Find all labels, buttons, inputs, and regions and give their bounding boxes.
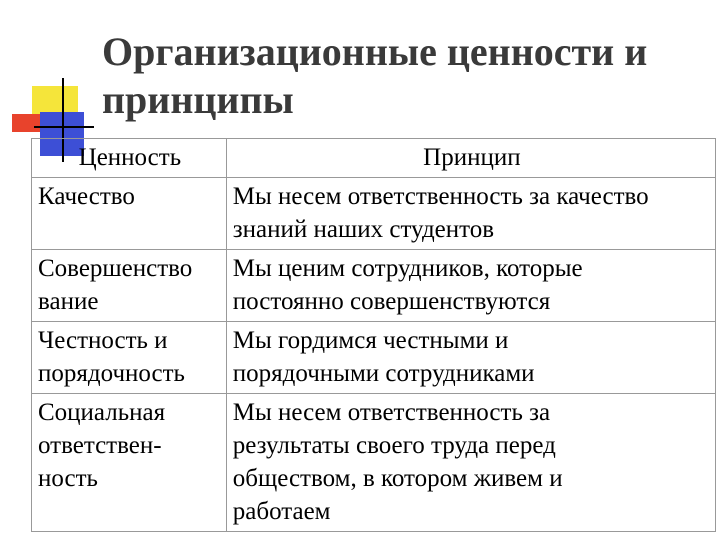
- slide-title-line-2: принципы: [102, 77, 294, 122]
- principle-cell-line: результаты своего труда перед: [232, 432, 556, 459]
- principle-cell: [226, 322, 715, 394]
- principle-cell-line: Мы ценим сотрудников, которые: [232, 255, 583, 282]
- values-principles-table: [31, 138, 716, 532]
- table-row: [32, 250, 716, 322]
- header-value: Ценность: [32, 139, 227, 178]
- principle-cell-line: Мы гордимся честными и: [232, 327, 509, 354]
- table-body: [32, 178, 716, 532]
- value-cell: [32, 322, 227, 394]
- principle-cell: [226, 250, 715, 322]
- principle-cell-line: работаем: [232, 498, 331, 525]
- value-cell: [32, 250, 227, 322]
- slide-title: [102, 28, 712, 124]
- principle-cell-line: знаний наших студентов: [232, 216, 495, 243]
- principle-cell: [226, 178, 715, 250]
- value-cell-line: порядочность: [38, 360, 185, 387]
- value-cell-line: Качество: [38, 183, 135, 210]
- value-cell-line: вание: [38, 288, 99, 315]
- header-principle: Принцип: [226, 139, 715, 178]
- principle-cell-line: постоянно совершенствуются: [232, 288, 551, 315]
- value-cell-line: ность: [38, 465, 98, 492]
- principle-cell-line: Мы несем ответственность за качество: [232, 183, 649, 210]
- table-header-row: [32, 139, 716, 178]
- value-cell-line: ответствен-: [38, 432, 162, 459]
- principle-cell-line: обществом, в котором живем и: [232, 465, 563, 492]
- value-cell-line: Совершенство: [38, 255, 193, 282]
- table-row: [32, 394, 716, 532]
- principle-cell-line: порядочными сотрудниками: [232, 360, 535, 387]
- principle-cell: [226, 394, 715, 532]
- table-row: [32, 178, 716, 250]
- value-cell: [32, 178, 227, 250]
- decor-horizontal-line: [34, 126, 94, 128]
- principle-cell-line: Мы несем ответственность за: [232, 399, 551, 426]
- value-cell-line: Честность и: [38, 327, 168, 354]
- value-cell: [32, 394, 227, 532]
- value-cell-line: Социальная: [38, 399, 166, 426]
- table-row: [32, 322, 716, 394]
- slide-title-line-1: Организационные ценности и: [102, 29, 648, 74]
